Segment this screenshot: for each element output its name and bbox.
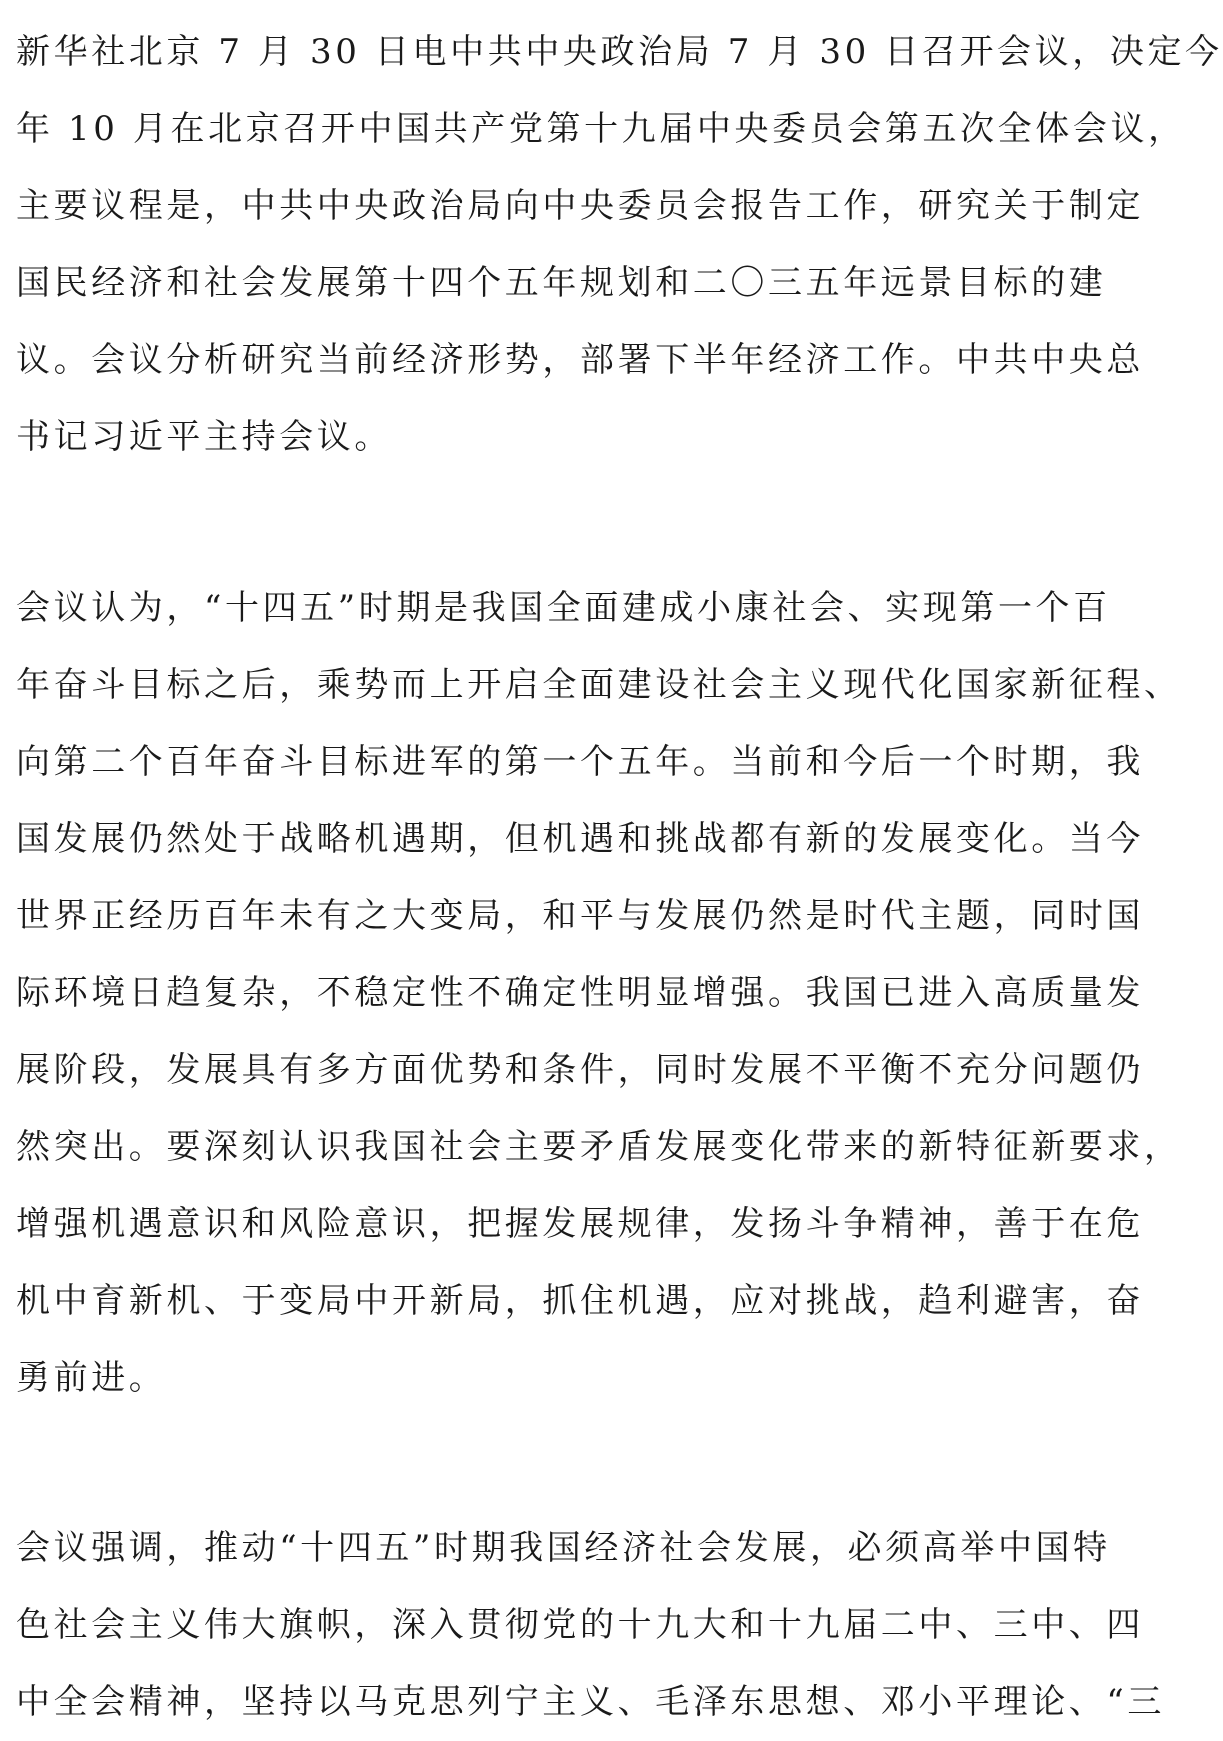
paragraph-line: 会议认为，“十四五”时期是我国全面建成小康社会、实现第一个百	[16, 588, 1111, 628]
paragraph-line: 国发展仍然处于战略机遇期，但机遇和挑战都有新的发展变化。当今	[16, 819, 1144, 859]
paragraph-line: 中全会精神，坚持以马克思列宁主义、毛泽东思想、邓小平理论、“三	[16, 1682, 1165, 1722]
paragraph-line: 主要议程是，中共中央政治局向中央委员会报告工作，研究关于制定	[16, 186, 1144, 226]
paragraph-line: 年 10 月在北京召开中国共产党第十九届中央委员会第五次全体会议，	[16, 109, 1186, 149]
paragraph-line: 会议强调，推动“十四五”时期我国经济社会发展，必须高举中国特	[16, 1528, 1111, 1568]
paragraph-line: 机中育新机、于变局中开新局，抓住机遇，应对挑战，趋利避害，奋	[16, 1281, 1144, 1321]
paragraph-line: 增强机遇意识和风险意识，把握发展规律，发扬斗争精神，善于在危	[16, 1204, 1144, 1244]
paragraph-line: 国民经济和社会发展第十四个五年规划和二〇三五年远景目标的建	[16, 263, 1107, 303]
paragraph-3	[0, 1510, 1165, 1741]
paragraph-1	[0, 14, 1223, 476]
paragraph-line: 然突出。要深刻认识我国社会主要矛盾发展变化带来的新特征新要求，	[16, 1127, 1182, 1167]
paragraph-line: 议。会议分析研究当前经济形势，部署下半年经济工作。中共中央总	[16, 340, 1144, 380]
paragraph-line: 书记习近平主持会议。	[16, 417, 392, 457]
paragraph-line: 色社会主义伟大旗帜，深入贯彻党的十九大和十九届二中、三中、四	[16, 1605, 1144, 1645]
paragraph-line: 年奋斗目标之后，乘势而上开启全面建设社会主义现代化国家新征程、	[16, 665, 1182, 705]
paragraph-line: 展阶段，发展具有多方面优势和条件，同时发展不平衡不充分问题仍	[16, 1050, 1144, 1090]
paragraph-line: 际环境日趋复杂，不稳定性不确定性明显增强。我国已进入高质量发	[16, 973, 1144, 1013]
paragraph-line: 新华社北京 7 月 30 日电中共中央政治局 7 月 30 日召开会议，决定今	[16, 32, 1223, 72]
paragraph-line: 世界正经历百年未有之大变局，和平与发展仍然是时代主题，同时国	[16, 896, 1144, 936]
paragraph-line: 勇前进。	[16, 1358, 167, 1398]
paragraph-line: 向第二个百年奋斗目标进军的第一个五年。当前和今后一个时期，我	[16, 742, 1144, 782]
paragraph-2	[0, 570, 1182, 1417]
